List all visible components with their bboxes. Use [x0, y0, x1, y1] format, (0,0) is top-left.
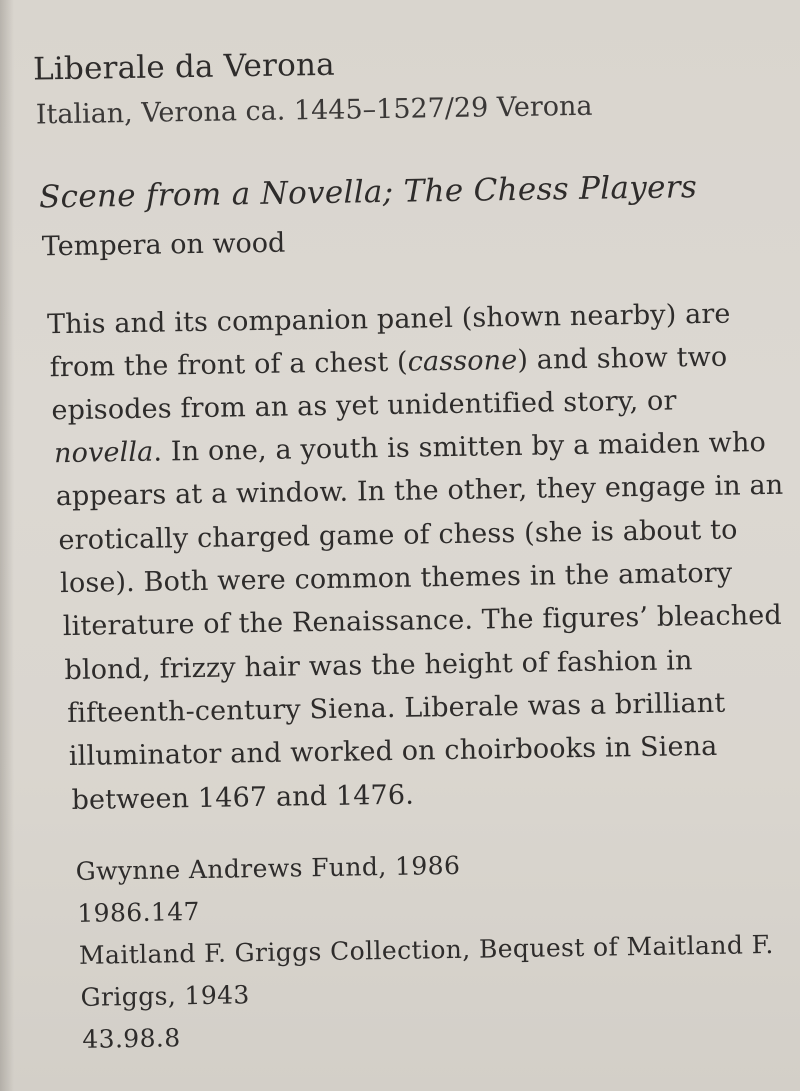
description-line: literature of the Renaissance. The figures’ bleached — [62, 599, 783, 643]
artwork-medium: Tempera on wood — [41, 227, 286, 263]
description-line: from the front of a chest (cassone) and show two — [49, 341, 728, 384]
description-line: lose). Both were common themes in the amatory — [59, 557, 733, 600]
credit-line: Gwynne Andrews Fund, 1986 — [75, 850, 461, 886]
artist-name: Liberale da Verona — [32, 46, 336, 88]
credit-line: Griggs, 1943 — [80, 980, 250, 1012]
accession-number: 1986.147 — [77, 896, 201, 928]
cassone-italic: cassone — [407, 344, 518, 378]
description-line: novella. In one, a youth is smitten by a maiden who — [53, 427, 767, 470]
description-line: This and its companion panel (shown nearby) are — [46, 298, 731, 341]
artwork-title: Scene from a Novella; The Chess Players — [38, 169, 698, 216]
description-line: fifteenth-century Siena. Liberale was a brilliant — [66, 687, 726, 730]
description-line: episodes from an as yet unidentified story, or — [51, 385, 677, 427]
description-line: appears at a window. In the other, they engage in an — [55, 469, 784, 513]
novella-italic: novella — [53, 436, 154, 470]
description-line: illuminator and worked on choirbooks in Siena — [68, 730, 718, 773]
credit-line: Maitland F. Griggs Collection, Bequest of Maitland F. — [78, 929, 775, 970]
description-line: blond, frizzy hair was the height of fashion in — [64, 645, 693, 687]
description-line: between 1467 and 1476. — [71, 779, 415, 816]
artist-info: Italian, Verona ca. 1445–1527/29 Verona — [35, 90, 593, 131]
description-line: erotically charged game of chess (she is about to — [58, 514, 738, 557]
accession-number: 43.98.8 — [82, 1023, 181, 1054]
